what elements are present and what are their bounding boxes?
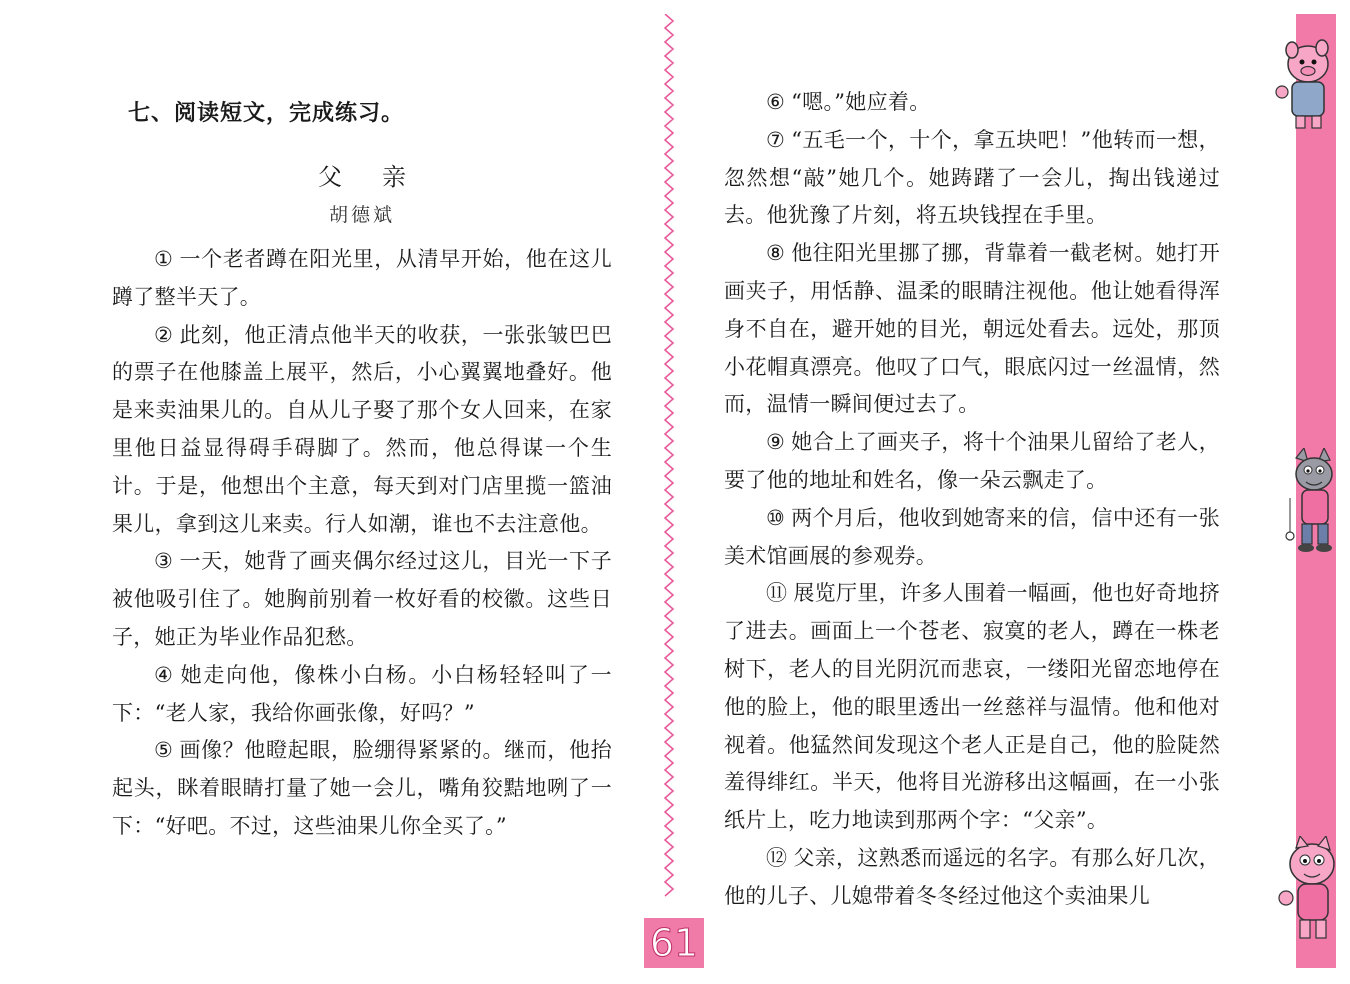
page-number: 61 [649,921,699,965]
paragraph: ⑫ 父亲，这熟悉而遥远的名字。有那么好几次，他的儿子、儿媳带着冬冬经过他这个卖油果儿 [724,845,1220,908]
left-page [112,96,612,846]
pig-cartoon-icon [1270,38,1340,132]
paragraph: ⑧ 他往阳光里挪了挪，背靠着一截老树。她打开画夹子，用恬静、温柔的眼睛注视他。他让她看得浑身不自在，避开她的目光，朝远处看去。远处，那顶小花帽真漂亮。他叹了口气，眼底闪过一丝温情，然而，温情一瞬间便过去了。 [724,241,1220,417]
article-author: 胡德斌 [328,204,395,226]
paragraph: ⑨ 她合上了画夹子，将十个油果儿留给了老人，要了他的地址和姓名，像一朵云飘走了。 [724,430,1220,492]
paragraph: ⑦ “五毛一个，十个，拿五块吧！”他转而一想，忽然想“敲”她几个。她踌躇了一会儿，掏出钱递过去。他犹豫了片刻，将五块钱捏在手里。 [724,127,1220,228]
right-page [724,84,1220,916]
section-heading: 七、阅读短文，完成练习。 [128,101,405,126]
wolf-cartoon-icon [1282,448,1342,554]
paragraph: ⑥ “嗯。”她应着。 [766,90,931,114]
paragraph: ⑩ 两个月后，他收到她寄来的信，信中还有一张美术馆画展的参观券。 [724,505,1220,568]
article-title: 父亲 [318,163,446,191]
paragraph: ② 此刻，他正清点他半天的收获，一张张皱巴巴的票子在他膝盖上展平，然后，小心翼翼地叠好。他是来卖油果儿的。自从儿子娶了那个女人回来，在家里他日益显得碍手碍脚了。然而，他总得谋一个生计。于是，他想出个主意，每天到对门店里揽一篮油果儿，拿到这儿来卖。行人如潮，谁也不去注意他。 [112,322,612,536]
left-paragraphs [112,241,612,846]
paragraph: ③ 一天，她背了画夹偶尔经过这儿，目光一下子被他吸引住了。她胸前别着一枚好看的校徽。这些日子，她正为毕业作品犯愁。 [112,549,612,649]
paragraph: ⑪ 展览厅里，许多人围着一幅画，他也好奇地挤了进去。画面上一个苍老、寂寞的老人，蹲在一株老树下，老人的目光阴沉而悲哀，一缕阳光留恋地停在他的脸上，他的眼里透出一丝慈祥与温情。他和他对视着。他猛然间发现这个老人正是自己，他的脸陡然羞得绯红。半天，他将目光游移出这幅画，在一小张纸片上，吃力地读到那两个字：“父亲”。 [724,581,1220,833]
paragraph: ④ 她走向他，像株小白杨。小白杨轻轻叫了一下：“老人家，我给你画张像，好吗？” [112,662,612,725]
paragraph: ⑤ 画像？他瞪起眼，脸绷得紧紧的。继而，他抬起头，眯着眼睛打量了她一会儿，嘴角狡黠地咧了一下：“好吧。不过，这些油果儿你全买了。” [112,738,612,838]
paragraph: ① 一个老者蹲在阳光里，从清早开始，他在这儿蹲了整半天了。 [112,247,612,309]
pink-character-cartoon-icon [1276,836,1342,948]
page-number-badge [644,918,704,968]
page-divider [662,14,676,902]
